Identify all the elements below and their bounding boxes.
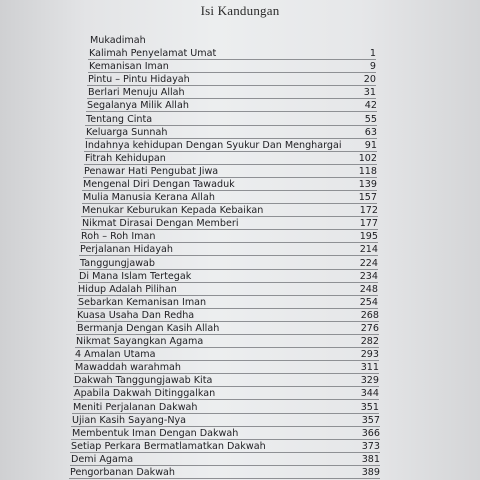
toc-entry-title: Mukadimah [90,35,146,46]
toc-entry-page: 63 [364,127,377,138]
toc-entry [0,296,480,309]
toc-entry-page: 42 [364,100,377,111]
toc-entry-title: Segalanya Milik Allah [87,100,189,111]
toc-entry-title: Nikmat Sayangkan Agama [76,336,204,347]
toc-entry [0,47,480,60]
toc-entry [0,86,480,99]
toc-entry-title: Setiap Perkara Bermatlamatkan Dakwah [71,441,266,452]
toc-entry [0,34,480,47]
toc-entry-title: Tanggungjawab [80,258,156,269]
toc-entry-page: 373 [361,441,380,452]
toc-entry [0,309,480,322]
toc-entry [0,73,480,86]
toc-entry-page: 31 [363,87,376,98]
toc-entry-title: Mulia Manusia Kerana Allah [83,192,215,203]
toc-entry [0,335,480,348]
toc-entry [0,283,480,296]
toc-entry-title: Perjalanan Hidayah [80,244,173,255]
toc-entry-title: Penawar Hati Pengubat Jiwa [84,166,219,177]
toc-entry-page: 268 [360,310,379,321]
toc-entry [0,322,480,335]
toc-entry [0,414,480,427]
toc-entry-page: 248 [359,284,378,295]
toc-entry-page: 55 [364,114,377,125]
toc-entry-title: Demi Agama [71,454,134,465]
toc-entry-title: Ujian Kasih Sayang-Nya [72,415,187,426]
toc-entry-title: 4 Amalan Utama [75,349,156,360]
toc-entry-title: Kalimah Penyelamat Umat [89,48,217,59]
toc-entry [0,191,480,204]
toc-entry-page: 234 [359,271,378,282]
toc-entry-page: 177 [359,218,378,229]
toc-entry [0,427,480,440]
toc-entry [0,99,480,112]
toc-entry-page: 172 [359,205,378,216]
toc-entry-page: 139 [358,179,377,190]
toc-entry-page: 195 [359,231,378,242]
toc-entry-title: Di Mana Islam Tertegak [79,271,192,282]
toc-entry [0,152,480,165]
toc-entry-page: 389 [361,467,380,478]
toc-entry [0,361,480,374]
toc-entry-page: 357 [361,415,380,426]
toc-entry-title: Apabila Dakwah Ditinggalkan [74,388,216,399]
toc-entry-title: Bermanja Dengan Kasih Allah [77,323,220,334]
toc-entry [0,374,480,387]
toc-entry-page: 20 [363,74,376,85]
toc-entry-title: Dakwah Tanggungjawab Kita [74,375,213,386]
toc-entry-page: 102 [358,153,377,164]
toc-entry-title: Keluarga Sunnah [86,127,168,138]
toc-entry-title: Menukar Keburukan Kepada Kebaikan [82,205,264,216]
toc-entry [0,466,480,479]
toc-entry-page: 254 [359,297,378,308]
toc-entry-title: Nikmat Dirasai Dengan Memberi [82,218,239,229]
toc-entry-title: Sebarkan Kemanisan Iman [78,297,207,308]
toc-divider [69,478,380,479]
toc-entry-page: 329 [360,375,379,386]
toc-entry-page: 9 [369,61,376,72]
toc-entry [0,126,480,139]
toc-entry-title: Tentang Cinta [86,114,153,125]
toc-entry-page: 366 [361,428,380,439]
toc-entry-page: 311 [360,362,379,373]
toc-entry [0,60,480,73]
toc-entry [0,348,480,361]
toc-entry-title: Fitrah Kehidupan [85,153,166,164]
toc-entry-page: 276 [360,323,379,334]
toc-entry-page: 214 [359,244,378,255]
page-title: Isi Kandungan [200,3,280,18]
toc-entry [0,217,480,230]
toc-entry-title: Pengorbanan Dakwah [70,467,176,478]
toc-divider [86,111,377,112]
toc-entry-page: 381 [361,454,380,465]
toc-entry-page: 157 [358,192,377,203]
toc-entry-page: 118 [358,166,377,177]
toc-entry-title: Roh – Roh Iman [81,231,156,242]
toc-entry [0,165,480,178]
toc-entry [0,257,480,270]
toc-entry-title: Pintu – Pintu Hidayah [88,74,190,85]
toc-entry [0,453,480,466]
toc-entry-title: Membentuk Iman Dengan Dakwah [72,428,239,439]
toc-entry [0,230,480,243]
toc-entry-title: Indahnya kehidupan Dengan Syukur Dan Menghargai [85,140,342,151]
toc-entry-page: 91 [364,140,377,151]
toc-entry [0,401,480,414]
toc-entry [0,440,480,453]
toc-entry-title: Berlari Menuju Allah [88,87,185,98]
toc-entry-title: Kemanisan Iman [89,61,169,72]
toc-entry [0,139,480,152]
toc-entry-page: 1 [369,48,376,59]
toc-entry-title: Kuasa Usaha Dan Redha [77,310,195,321]
toc-entry [0,243,480,256]
toc-divider [79,255,378,256]
toc-entry-title: Mawaddah warahmah [75,362,182,373]
toc-entry-page: 224 [359,258,378,269]
toc-entry-page: 344 [360,388,379,399]
toc-entry-page: 293 [360,349,379,360]
toc-entry-page: 282 [360,336,379,347]
toc-entry [0,270,480,283]
toc-entry [0,113,480,126]
toc-entry [0,204,480,217]
toc-entry-title: Meniti Perjalanan Dakwah [73,402,198,413]
toc-entry [0,178,480,191]
toc-entry-title: Mengenal Diri Dengan Tawaduk [83,179,235,190]
toc-entry [0,387,480,400]
toc-entry-title: Hidup Adalah Pilihan [78,284,177,295]
toc-entry-page: 351 [360,402,379,413]
toc-divider [73,399,379,400]
